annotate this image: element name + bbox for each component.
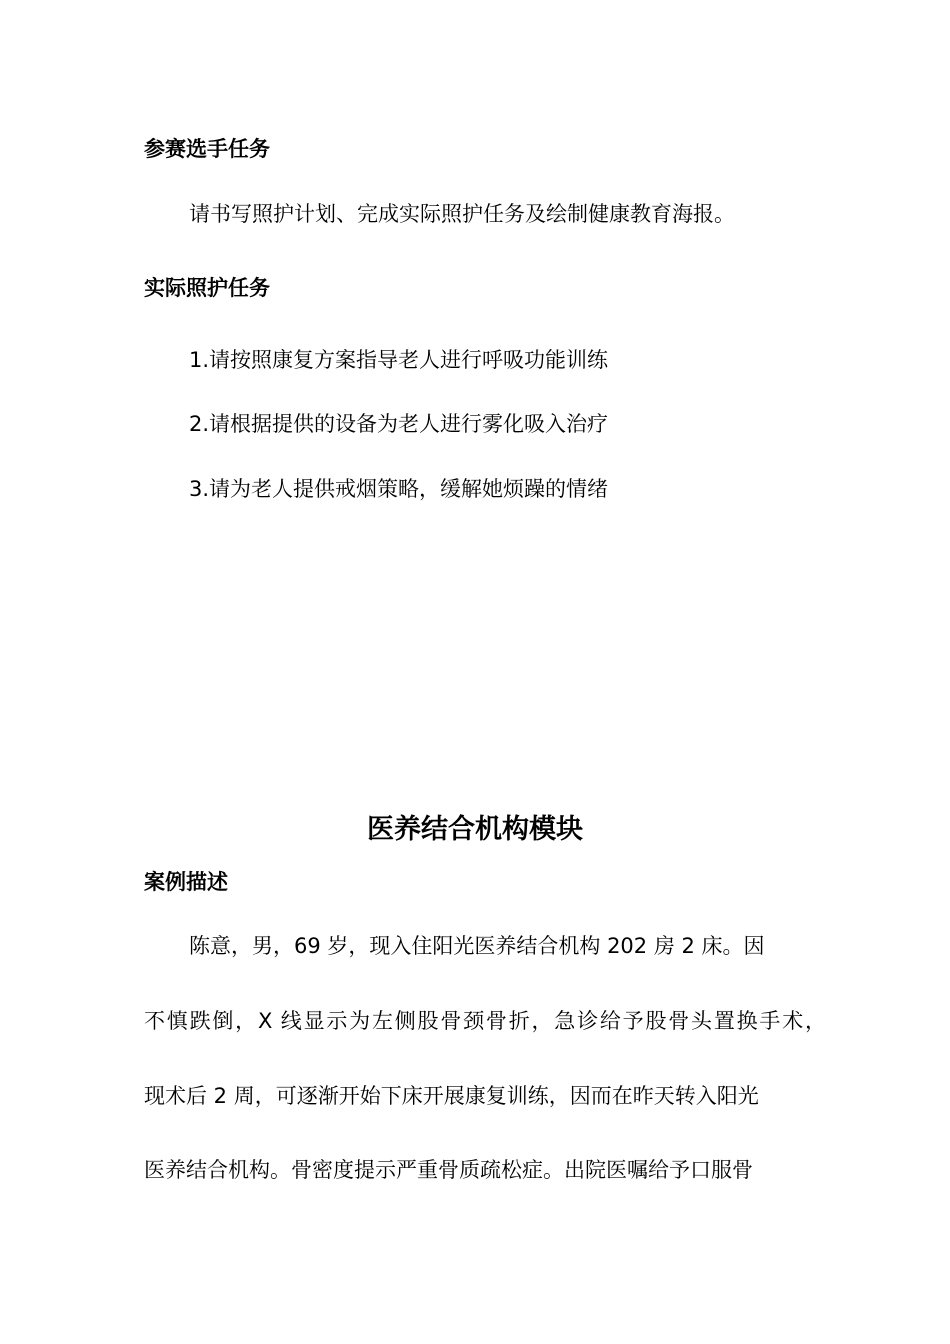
case-description-line-4: 医养结合机构。骨密度提示严重骨质疏松症。出院医嘱给予口服骨 [144,1158,753,1182]
participant-task-description: 请书写照护计划、完成实际照护任务及绘制健康教育海报。 [189,202,735,226]
module-title: 医养结合机构模块 [367,814,583,845]
care-task-item-2: 2.请根据提供的设备为老人进行雾化吸入治疗 [189,412,609,436]
section-heading-care-tasks: 实际照护任务 [144,276,270,300]
case-description-line-3: 现术后 2 周，可逐渐开始下床开展康复训练，因而在昨天转入阳光 [144,1084,759,1108]
section-heading-case-description: 案例描述 [144,870,228,894]
care-task-item-3: 3.请为老人提供戒烟策略，缓解她烦躁的情绪 [189,477,609,501]
section-heading-participant-tasks: 参赛选手任务 [144,137,270,161]
case-description-line-1: 陈意，男，69 岁，现入住阳光医养结合机构 202 房 2 床。因 [189,934,765,958]
case-description-line-2: 不慎跌倒，X 线显示为左侧股骨颈骨折，急诊给予股骨头置换手术， [144,1009,826,1033]
care-task-item-1: 1.请按照康复方案指导老人进行呼吸功能训练 [189,348,609,372]
